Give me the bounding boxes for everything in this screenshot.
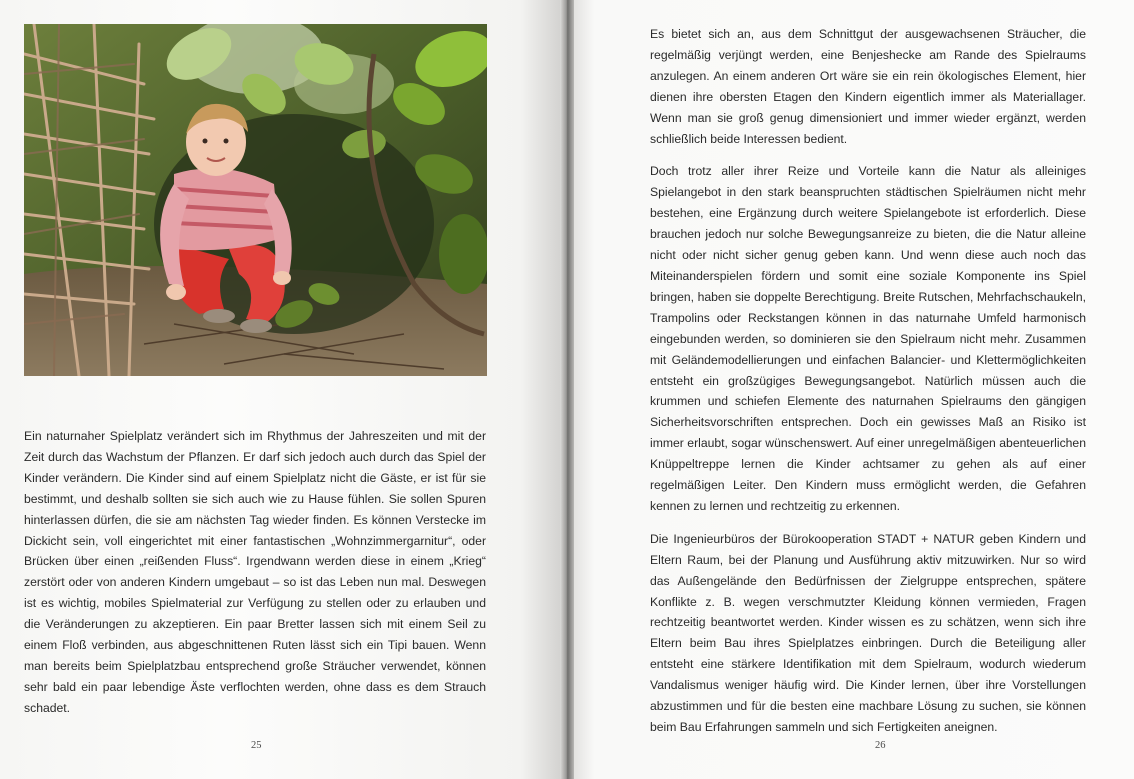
child-in-willow-hut-photo (24, 24, 487, 376)
paragraph: Doch trotz aller ihrer Reize und Vorteile kann die Natur als alleiniges Spielangebot in den stark beanspruchten städtischen Spielräumen nicht mehr bestehen, eine Ergänzung durch weitere Spielangebote ist erforderlich. Diese brauchen jedoch nur solche Bewegungsanreize zu bieten, die die Natur alleine nicht oder nicht sicher genug geben kann. Und wenn diese auch noch das Miteinanderspielen fördern und somit eine soziale Komponente ins Spiel bringen, haben sie doppelte Berechtigung. Breite Rutschen, Mehrfachschaukeln, Trampolins oder Reckstangen können in das naturnahe Umfeld harmonisch eingebunden werden, so dominieren sie den Spielraum nicht mehr. Zusammen mit Geländemodellierungen und einfachen Balancier- und Klettermöglichkeiten entsteht ein großzügiges Bewegungsangebot. Natürlich müssen auch die krummen und schiefen Elemente des naturnahen Spielraums den gängigen Sicherheitsvorschriften entsprechen. Doch ein gewisses Maß an Risiko ist immer erlaubt, sogar wünschenswert. Auf einer unregelmäßigen abenteuerlichen Knüppeltreppe lernen die Kinder achtsamer zu gehen als auf einer regelmäßigen Leiter. Den Kindern muss ermöglicht werden, die Gefahren kennen zu lernen und rechtzeitig zu erkennen. (650, 164, 1086, 513)
paragraph: Ein naturnaher Spielplatz verändert sich im Rhythmus der Jahreszeiten und mit der Zeit durch das Wachstum der Pflanzen. Er darf sich jedoch auch durch das Spiel der Kinder verändern. Die Kinder sind auf einem Spielplatz nicht die Gäste, er ist für sie bestimmt, und deshalb sollten sie sich auch wie zu Hause fühlen. Sie sollen Spuren hinterlassen dürfen, die sie am nächsten Tag wieder finden. Es können Verstecke im Dickicht sein, voll eingerichtet mit einer fantastischen „Wohnzimmergarnitur“, oder Brücken über einen „reißenden Fluss“. Irgendwann werden diese in einem „Krieg“ zerstört oder von anderen Kindern umgebaut – so ist das Leben nun mal. Deswegen ist es wichtig, mobiles Spielmaterial zur Verfügung zu stellen oder zu erlauben und die Veränderungen zu akzeptieren. Ein paar Bretter lassen sich mit einem Seil zu einem Floß verbinden, aus abgeschnittenen Ruten lässt sich ein Tipi bauen. Wenn man bereits beim Spielplatzbau entsprechend große Sträucher verwendet, können sehr bald ein paar lebendige Äste verflochten werden, ohne dass es dem Strauch schadet. (24, 429, 486, 715)
page-number-left: 25 (251, 740, 262, 751)
page-number-right: 26 (875, 740, 886, 751)
book-gutter (560, 0, 574, 779)
right-page-body-text (650, 24, 1086, 738)
paragraph: Es bietet sich an, aus dem Schnittgut der ausgewachsenen Sträucher, die regelmäßig verjüngt werden, eine Benjeshecke am Rande des Spielraums anzulegen. An einem anderen Ort wäre sie ein rein ökologisches Element, hier dienen ihre obersten Etagen den Kindern eigentlich immer als Materiallager. Wenn man sie groß genug dimensioniert und immer wieder ergänzt, werden schließlich beide Interessen bedient. (650, 27, 1086, 146)
left-page (0, 0, 566, 779)
left-page-body-text (24, 426, 486, 719)
paragraph: Die Ingenieurbüros der Bürokooperation STADT + NATUR geben Kindern und Eltern Raum, bei der Planung und Ausführung aktiv mitzuwirken. Nur so wird das Außengelände den Bedürfnissen der Zielgruppe entsprechen, spätere Konflikte z. B. wegen verschmutzter Kleidung können vermieden, Fragen rechtzeitig beantwortet werden. Kinder wissen es zu schätzen, wenn sich ihre Eltern beim Bau ihres Spielplatzes einbringen. Durch die Beteiligung aller entsteht eine stärkere Identifikation mit dem Spielraum, wodurch wiederum Vandalismus weniger häufig wird. Die Kinder lernen, über ihre Vorstellungen abzustimmen und für die besten eine machbare Lösung zu suchen, sie können beim Bau Erfahrungen sammeln und sich Fertigkeiten aneignen. (650, 531, 1086, 734)
